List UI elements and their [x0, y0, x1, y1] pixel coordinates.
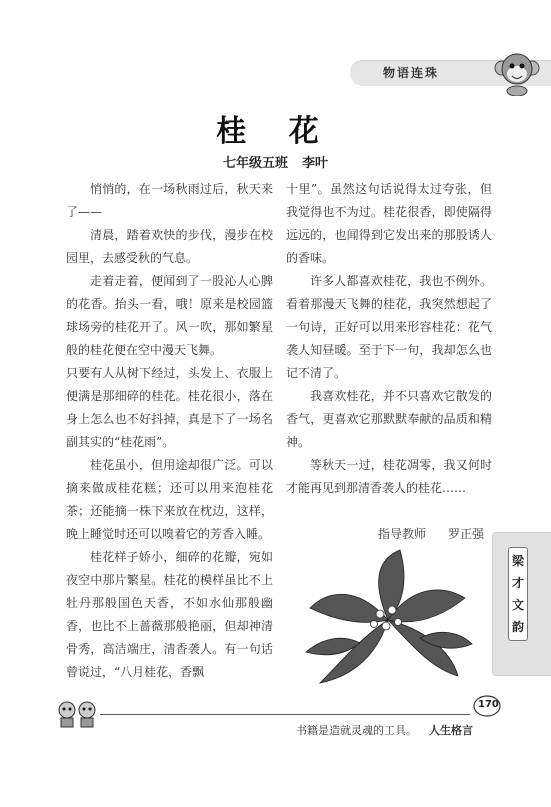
paragraph: 悄悄的，在一场秋雨过后，秋天来了——: [66, 182, 273, 219]
article-right-column: [286, 178, 492, 546]
right-paragraphs: [286, 178, 492, 500]
quote-source: 人生格言: [429, 724, 473, 737]
page-number-badge: [472, 694, 502, 718]
paragraph: 许多人都喜欢桂花，我也不例外。看着那漫天飞舞的桂花，我突然想起了一句诗，正好可以用来形容桂花：花气袭人知昼暖。至于下一句，我却怎么也记不清了。: [286, 274, 492, 380]
footer-quote: [296, 722, 473, 738]
side-tab-char: 才: [511, 576, 524, 590]
quote-text: 书籍是造就灵魂的工具。: [296, 724, 417, 737]
paragraph: 走着走着，便闻到了一股沁人心脾的花香。抬头一看，哦！原来是校园篮球场旁的桂花开了。风一吹，那如繁星般的桂花便在空中漫天飞舞。: [66, 274, 273, 357]
page-number: 170: [478, 699, 499, 710]
footer-rule: [100, 714, 470, 715]
paragraph: 清晨，踏着欢快的步伐，漫步在校园里，去感受秋的气息。: [66, 228, 273, 265]
paragraph: 桂花样子娇小，细碎的花瓣，宛如夜空中那片繁星。桂花的模样虽比不上牡丹那般国色天香，不如水仙那般幽香，也比不上蔷薇那般艳丽，但却神清骨秀，高洁端庄，清香袭人。有一句话曾说过，“八月桂花，香飘: [66, 550, 273, 679]
teacher-name: 罗正强: [447, 527, 484, 541]
side-tab-char: 文: [511, 598, 524, 612]
side-tab-label: [508, 547, 528, 641]
byline: [0, 152, 551, 171]
article-title: 桂 花: [216, 114, 335, 149]
side-tab-char: 韵: [511, 620, 524, 634]
paragraph: 只要有人从树下经过，头发上、衣服上便满是那细碎的桂花。桂花很小，落在身上怎么也不好抖掉，真是下了一场名副其实的“桂花雨”。: [66, 366, 273, 449]
side-tab-char: 梁: [511, 554, 524, 568]
paragraph: 等秋天一过，桂花凋零，我又何时才能再见到那清香袭人的桂花……: [286, 458, 492, 495]
paragraph: 我喜欢桂花，并不只喜欢它散发的香气，更喜欢它那默默奉献的品质和精神。: [286, 389, 492, 449]
paragraph: 十里”。虽然这句话说得太过夸张，但我觉得也不为过。桂花很香，即使隔得远远的，也闻得到它发出来的那股诱人的香味。: [286, 182, 492, 265]
teacher-label: 指导教师: [377, 527, 426, 541]
paragraph: 桂花虽小，但用途却很广泛。可以摘来做成桂花糕；还可以用来泡桂花茶；还能摘一株下来放在枕边，这样，晚上睡觉时还可以嗅着它的芳香入睡。: [66, 458, 273, 541]
column-label: 物语连珠: [383, 66, 440, 80]
osmanthus-illustration: [300, 548, 476, 688]
teacher-signature: [286, 523, 492, 546]
author-name: 李叶: [302, 156, 329, 171]
article-left-column: [66, 178, 273, 684]
monkey-mascot-icon: [492, 48, 542, 96]
author-class: 七年级五班: [222, 156, 288, 171]
children-cartoon-icon: [55, 700, 99, 728]
